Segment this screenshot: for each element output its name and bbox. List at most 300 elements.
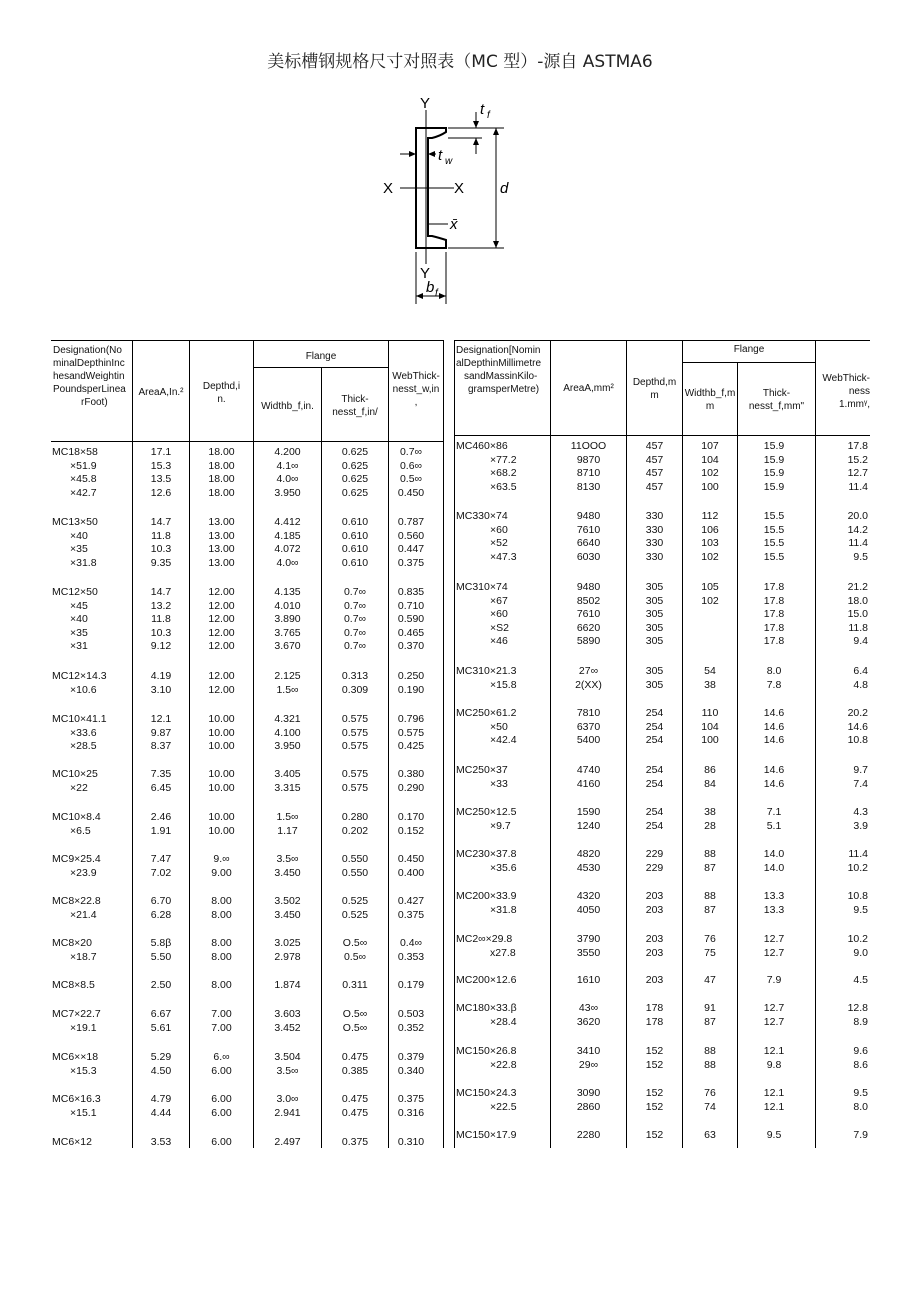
value-cell: 254 xyxy=(645,777,664,790)
value-cell: 0.575 xyxy=(341,726,369,739)
value-cell: 0.475 xyxy=(341,1093,369,1105)
value-cell: 0.353 xyxy=(397,950,425,963)
value-cell: 4.5 xyxy=(853,974,868,986)
value-cell: 6.00 xyxy=(211,1136,232,1148)
value-cell: 5.8β xyxy=(150,937,172,949)
value-cell: 3.603 xyxy=(274,1008,301,1020)
designation-cell: MC9×25.4 xyxy=(52,853,101,865)
value-cell: 0.7∞ xyxy=(343,613,367,626)
value-cell: 0.550 xyxy=(341,866,369,879)
value-cell: 0.380 xyxy=(397,768,425,780)
value-cell: 76 xyxy=(704,1087,716,1099)
value-cell: 110 xyxy=(701,707,719,719)
value-cell: 5400 xyxy=(576,734,601,747)
designation-cell: ×52 xyxy=(490,537,508,550)
value-cell: 0.6∞ xyxy=(399,459,423,472)
value-cell: 10.3 xyxy=(150,626,172,639)
value-cell: 4.3 xyxy=(853,806,868,818)
value-cell: 4160 xyxy=(576,777,601,790)
value-cell: 9.5 xyxy=(853,550,868,563)
value-cell: 4.8 xyxy=(853,678,868,691)
value-cell: 3.315 xyxy=(274,781,301,794)
value-cell: 105 xyxy=(701,581,719,593)
value-cell: 1590 xyxy=(576,806,601,818)
value-cell: 14.7 xyxy=(150,586,172,598)
y-top-label: Y xyxy=(420,95,431,112)
value-cell: 29∞ xyxy=(578,1058,599,1071)
value-cell: 2(XX) xyxy=(575,678,602,691)
value-cell: 1.17 xyxy=(277,824,298,837)
value-cell: 6.45 xyxy=(150,781,172,794)
flange-header: Flange xyxy=(733,344,765,355)
svg-text:f: f xyxy=(487,110,490,121)
value-cell: 17.8 xyxy=(763,621,785,634)
value-cell: 12.00 xyxy=(208,670,235,682)
tw-label: t xyxy=(438,147,443,164)
value-cell: 6030 xyxy=(576,550,601,563)
value-cell: 4050 xyxy=(576,903,601,916)
value-cell: 8710 xyxy=(576,467,601,480)
value-cell: 12.00 xyxy=(208,599,235,612)
value-cell: 74 xyxy=(704,1100,716,1113)
value-cell: 0.425 xyxy=(397,740,425,753)
value-cell: 2.941 xyxy=(274,1106,301,1119)
value-cell: 0.400 xyxy=(397,866,425,879)
value-cell: 9.8 xyxy=(766,1058,782,1071)
value-cell: 305 xyxy=(645,581,664,593)
value-cell: 18.0 xyxy=(847,594,868,607)
value-cell: 3550 xyxy=(576,946,601,959)
value-cell: 3.450 xyxy=(274,866,301,879)
value-cell: 20.2 xyxy=(847,707,868,719)
value-cell: 0.4∞ xyxy=(399,937,423,949)
value-cell: 17.8 xyxy=(763,581,785,593)
value-cell: 88 xyxy=(704,1058,716,1071)
value-cell: 8.00 xyxy=(211,908,232,921)
value-cell: 305 xyxy=(645,635,664,648)
value-cell: 43∞ xyxy=(578,1002,599,1014)
designation-cell: ×9.7 xyxy=(490,819,511,832)
value-cell: 0.375 xyxy=(341,1136,369,1148)
value-cell: 6.00 xyxy=(211,1093,232,1105)
value-cell: 9.87 xyxy=(150,726,172,739)
value-cell: 15.5 xyxy=(763,510,785,522)
value-cell: 2.978 xyxy=(274,950,301,963)
value-cell: 12.00 xyxy=(208,683,235,696)
value-cell: 12.1 xyxy=(150,713,172,725)
value-cell: 7.02 xyxy=(150,866,172,879)
value-cell: 7.00 xyxy=(211,1021,232,1034)
value-cell: 27∞ xyxy=(578,665,599,677)
value-cell: 3090 xyxy=(576,1087,601,1099)
designation-cell: ×50 xyxy=(490,720,508,733)
designation-cell: ×67 xyxy=(490,594,508,607)
value-cell: 3.10 xyxy=(150,683,172,696)
value-cell: 0.290 xyxy=(397,781,425,794)
value-cell: 11.4 xyxy=(848,848,868,860)
depth-header: Depthd,m m xyxy=(632,377,677,401)
value-cell: 4.135 xyxy=(274,586,301,598)
value-cell: 15.5 xyxy=(763,550,785,563)
value-cell: 0.179 xyxy=(397,979,425,991)
value-cell: 76 xyxy=(704,933,716,945)
value-cell: 0.575 xyxy=(397,726,425,739)
designation-cell: MC150×26.8 xyxy=(456,1045,517,1057)
value-cell: 103 xyxy=(701,537,719,550)
value-cell: 18.00 xyxy=(208,473,235,486)
value-cell: 3.9 xyxy=(853,819,868,832)
value-cell: 10.3 xyxy=(150,543,172,556)
value-cell: 6.4 xyxy=(853,665,868,677)
value-cell: 152 xyxy=(645,1087,664,1099)
value-cell: 3.53 xyxy=(150,1136,172,1148)
value-cell: 11OOO xyxy=(570,440,607,452)
designation-cell: MC250×61.2 xyxy=(456,707,517,719)
value-cell: 3.452 xyxy=(274,1021,301,1034)
value-cell: 7.4 xyxy=(853,777,868,790)
value-cell: 7.00 xyxy=(211,1008,232,1020)
value-cell: 13.00 xyxy=(208,543,235,556)
value-cell: 3790 xyxy=(576,933,601,945)
value-cell: 0.796 xyxy=(397,713,425,725)
value-cell: 7.47 xyxy=(150,853,172,865)
value-cell: 13.3 xyxy=(763,903,785,916)
area-header: AreaA,In.² xyxy=(138,387,184,398)
value-cell: 4530 xyxy=(576,861,601,874)
value-cell: 4.79 xyxy=(150,1093,172,1105)
value-cell: O.5∞ xyxy=(342,1008,368,1020)
designation-cell: ×6.5 xyxy=(70,824,91,837)
value-cell: 6.∞ xyxy=(213,1051,230,1063)
designation-cell: MC10×25 xyxy=(52,768,98,780)
value-cell: 10.2 xyxy=(847,861,868,874)
designation-cell: ×35 xyxy=(70,626,88,639)
value-cell: 10.8 xyxy=(847,734,868,747)
designation-cell: ×15.3 xyxy=(70,1064,97,1077)
value-cell: 10.00 xyxy=(208,781,235,794)
designation-cell: MC150×24.3 xyxy=(456,1087,517,1099)
value-cell: 102 xyxy=(701,550,719,563)
value-cell: 0.575 xyxy=(341,740,369,753)
value-cell: 8130 xyxy=(576,480,601,493)
value-cell: 14.2 xyxy=(847,523,868,536)
value-cell: 203 xyxy=(645,890,664,902)
designation-cell: MC250×37 xyxy=(456,764,508,776)
value-cell: 14.7 xyxy=(150,516,172,528)
value-cell: 152 xyxy=(645,1129,664,1141)
designation-cell: ×18.7 xyxy=(70,950,97,963)
value-cell: 0.340 xyxy=(397,1064,425,1077)
value-cell: 305 xyxy=(645,608,664,621)
value-cell: 6370 xyxy=(576,720,601,733)
designation-cell: ×28.4 xyxy=(490,1015,517,1028)
value-cell: 0.560 xyxy=(397,529,425,542)
value-cell: 457 xyxy=(645,453,664,466)
value-cell: 2.50 xyxy=(150,979,172,991)
value-cell: 0.787 xyxy=(397,516,425,528)
value-cell: 457 xyxy=(645,480,664,493)
value-cell: 13.5 xyxy=(150,473,172,486)
value-cell: 254 xyxy=(645,720,664,733)
value-cell: 8502 xyxy=(576,594,601,607)
value-cell: 9.35 xyxy=(150,556,172,569)
value-cell: 0.370 xyxy=(397,640,425,653)
value-cell: 3.502 xyxy=(274,895,301,907)
value-cell: 0.309 xyxy=(341,683,369,696)
value-cell: 305 xyxy=(645,621,664,634)
designation-cell: ×S2 xyxy=(490,621,509,634)
value-cell: 15.5 xyxy=(763,537,785,550)
right-table-metric xyxy=(454,340,870,1148)
page-title: 美标槽钢规格尺寸对照表（MC 型）-源自 ASTMA6 xyxy=(267,52,653,72)
value-cell: 0.525 xyxy=(341,908,369,921)
value-cell: 14.6 xyxy=(763,734,785,747)
value-cell: 0.575 xyxy=(341,713,369,725)
designation-cell: ×33 xyxy=(490,777,508,790)
value-cell: 14.6 xyxy=(763,720,785,733)
thickness-header: Thick- nesst_f,in/ xyxy=(332,394,378,418)
designation-cell: MC6×12 xyxy=(52,1136,92,1148)
value-cell: 9.6 xyxy=(853,1045,868,1057)
value-cell: 28 xyxy=(704,819,716,832)
value-cell: 0.152 xyxy=(397,824,425,837)
value-cell: 0.550 xyxy=(341,853,369,865)
value-cell: 7.35 xyxy=(150,768,172,780)
value-cell: 0.427 xyxy=(397,895,425,907)
bf-label: b xyxy=(426,279,435,296)
width-header: Widthb_f,m m xyxy=(684,388,736,412)
value-cell: 0.250 xyxy=(397,670,425,682)
designation-cell: MC7×22.7 xyxy=(52,1008,101,1020)
value-cell: 0.280 xyxy=(341,811,369,823)
value-cell: 75 xyxy=(704,946,716,959)
value-cell: 17.8 xyxy=(763,594,785,607)
value-cell: 0.625 xyxy=(341,473,369,486)
value-cell: 330 xyxy=(645,550,664,563)
value-cell: 4820 xyxy=(576,848,601,860)
value-cell: 305 xyxy=(645,678,664,691)
designation-cell: ×40 xyxy=(70,613,88,626)
value-cell: 12.1 xyxy=(763,1087,785,1099)
value-cell: 9.0 xyxy=(853,946,868,959)
designation-cell: ×21.4 xyxy=(70,908,97,921)
designation-cell: MC150×17.9 xyxy=(456,1129,517,1141)
value-cell: 203 xyxy=(645,933,664,945)
designation-cell: MC6××18 xyxy=(52,1051,99,1063)
value-cell: 8.0 xyxy=(853,1100,868,1113)
value-cell: 2.46 xyxy=(150,811,172,823)
value-cell: 10.8 xyxy=(847,890,868,902)
value-cell: 4.0∞ xyxy=(276,473,299,486)
value-cell: 6620 xyxy=(576,621,601,634)
value-cell: 13.3 xyxy=(763,890,785,902)
designation-cell: MC310×74 xyxy=(456,581,508,593)
value-cell: 63 xyxy=(704,1129,716,1141)
value-cell: 152 xyxy=(645,1045,664,1057)
value-cell: 0.475 xyxy=(341,1106,369,1119)
value-cell: 38 xyxy=(704,678,716,691)
designation-cell: ×23.9 xyxy=(70,866,97,879)
value-cell: 457 xyxy=(645,467,664,480)
value-cell: 2.125 xyxy=(274,670,301,682)
designation-cell: MC310×21.3 xyxy=(456,665,517,677)
value-cell: 8.00 xyxy=(211,979,232,991)
value-cell: 12.00 xyxy=(208,640,235,653)
value-cell: 7610 xyxy=(576,608,601,621)
value-cell: 47 xyxy=(704,974,716,986)
value-cell: 102 xyxy=(701,467,719,480)
value-cell: 0.310 xyxy=(397,1136,425,1148)
designation-cell: ×45.8 xyxy=(70,473,97,486)
value-cell: 102 xyxy=(701,594,719,607)
value-cell: 4.0∞ xyxy=(276,556,299,569)
designation-cell: MC330×74 xyxy=(456,510,508,522)
value-cell: 330 xyxy=(645,523,664,536)
value-cell: 0.450 xyxy=(397,853,425,865)
value-cell: 9.∞ xyxy=(213,853,230,865)
designation-cell: ×46 xyxy=(490,635,508,648)
designation-cell: MC10×41.1 xyxy=(52,713,107,725)
value-cell: 54 xyxy=(704,665,716,677)
value-cell: 3.405 xyxy=(274,768,301,780)
value-cell: 0.575 xyxy=(341,781,369,794)
designation-cell: MC200×33.9 xyxy=(456,890,517,902)
value-cell: 11.8 xyxy=(151,613,171,626)
value-cell: 254 xyxy=(645,764,664,776)
value-cell: 0.202 xyxy=(341,824,369,837)
value-cell: 0.375 xyxy=(397,908,425,921)
value-cell: 0.590 xyxy=(397,613,425,626)
value-cell: 0.316 xyxy=(397,1106,425,1119)
value-cell: 104 xyxy=(701,720,719,733)
thickness-header: Thick- nesst_f,mm" xyxy=(748,388,805,412)
value-cell: 0.379 xyxy=(397,1051,425,1063)
value-cell: 15.9 xyxy=(763,467,785,480)
value-cell: 13.2 xyxy=(150,599,172,612)
value-cell: 21.2 xyxy=(847,581,868,593)
value-cell: 15.9 xyxy=(763,453,785,466)
web-thickness-header: WebThick- ness 1.mmᵞ, xyxy=(822,373,870,410)
value-cell: 4.1∞ xyxy=(276,459,299,472)
area-header: AreaA,mm² xyxy=(563,383,614,394)
value-cell: 4740 xyxy=(576,764,601,776)
value-cell: 4.200 xyxy=(274,446,301,458)
designation-cell: ×31.8 xyxy=(490,903,517,916)
value-cell: 3.5∞ xyxy=(276,853,299,865)
designation-cell: x27.8 xyxy=(490,946,516,959)
value-cell: 254 xyxy=(645,707,664,719)
value-cell: 107 xyxy=(701,440,719,452)
value-cell: 5.50 xyxy=(150,950,172,963)
value-cell: 3.450 xyxy=(274,908,301,921)
value-cell: 254 xyxy=(645,734,664,747)
left-table-inch xyxy=(51,340,443,1148)
value-cell: 9.5 xyxy=(853,1087,868,1099)
designation-cell: MC6×16.3 xyxy=(52,1093,101,1105)
value-cell: 8.00 xyxy=(211,950,232,963)
designation-cell: MC200×12.6 xyxy=(456,974,517,986)
value-cell: 203 xyxy=(645,974,664,986)
value-cell: 2.497 xyxy=(274,1136,301,1148)
designation-cell: ×15.1 xyxy=(70,1106,97,1119)
value-cell: 10.00 xyxy=(208,740,235,753)
value-cell: 0.375 xyxy=(397,556,425,569)
designation-cell: MC230×37.8 xyxy=(456,848,517,860)
value-cell: 88 xyxy=(704,890,716,902)
width-header: Widthb_f,in. xyxy=(261,401,314,412)
value-cell: 11.8 xyxy=(848,621,868,634)
value-cell: 87 xyxy=(704,1015,716,1028)
value-cell: 14.6 xyxy=(763,707,785,719)
value-cell: 0.7∞ xyxy=(399,446,423,458)
designation-cell: ×68.2 xyxy=(490,467,517,480)
value-cell: 5.29 xyxy=(150,1051,172,1063)
value-cell: 0.610 xyxy=(341,556,369,569)
value-cell: 0.610 xyxy=(341,516,369,528)
value-cell: 0.375 xyxy=(397,1093,425,1105)
value-cell: 10.00 xyxy=(208,726,235,739)
value-cell: 3.950 xyxy=(274,486,301,499)
value-cell: 11.4 xyxy=(848,537,868,550)
value-cell: 0.313 xyxy=(341,670,369,682)
value-cell: 15.3 xyxy=(150,459,172,472)
value-cell: 0.385 xyxy=(341,1064,369,1077)
value-cell: 7.9 xyxy=(853,1129,868,1141)
designation-cell: MC10×8.4 xyxy=(52,811,101,823)
value-cell: 7.1 xyxy=(766,806,782,818)
value-cell: 3.504 xyxy=(274,1051,301,1063)
value-cell: 12.7 xyxy=(763,946,785,959)
value-cell: 229 xyxy=(645,848,664,860)
designation-cell: MC12×50 xyxy=(52,586,98,598)
designation-cell: ×35 xyxy=(70,543,88,556)
value-cell: 12.7 xyxy=(763,933,785,945)
designation-cell: ×22.8 xyxy=(490,1058,517,1071)
designation-cell: ×77.2 xyxy=(490,453,517,466)
value-cell: 0.7∞ xyxy=(343,599,367,612)
value-cell: 12.7 xyxy=(763,1002,785,1014)
value-cell: 13.00 xyxy=(208,529,235,542)
value-cell: 0.5∞ xyxy=(343,950,367,963)
designation-header: Designation[Nomin alDepthinMillimetre sandMassinKilo- gramsperMetre) xyxy=(456,345,542,395)
value-cell: 6640 xyxy=(576,537,601,550)
value-cell: 152 xyxy=(645,1058,664,1071)
value-cell: 7610 xyxy=(576,523,601,536)
designation-cell: ×31 xyxy=(70,640,88,653)
value-cell: 14.6 xyxy=(763,764,785,776)
value-cell: 3.025 xyxy=(274,937,301,949)
designation-cell: ×31.8 xyxy=(70,556,97,569)
tf-label: t xyxy=(480,101,485,118)
value-cell: 203 xyxy=(645,946,664,959)
value-cell: 3410 xyxy=(576,1045,601,1057)
value-cell: 0.465 xyxy=(397,626,425,639)
value-cell: 330 xyxy=(645,510,664,522)
value-cell: 3.765 xyxy=(274,626,301,639)
value-cell: 3.890 xyxy=(274,613,301,626)
value-cell: 0.170 xyxy=(397,811,425,823)
value-cell: 1610 xyxy=(576,974,601,986)
value-cell: 9870 xyxy=(576,453,601,466)
value-cell: 6.00 xyxy=(211,1064,232,1077)
value-cell: 15.0 xyxy=(847,608,868,621)
value-cell: 12.1 xyxy=(763,1100,785,1113)
value-cell: 10.00 xyxy=(208,811,235,823)
value-cell: 0.525 xyxy=(341,895,369,907)
value-cell: 10.00 xyxy=(208,824,235,837)
value-cell: 13.00 xyxy=(208,516,235,528)
value-cell: 3.5∞ xyxy=(276,1064,299,1077)
